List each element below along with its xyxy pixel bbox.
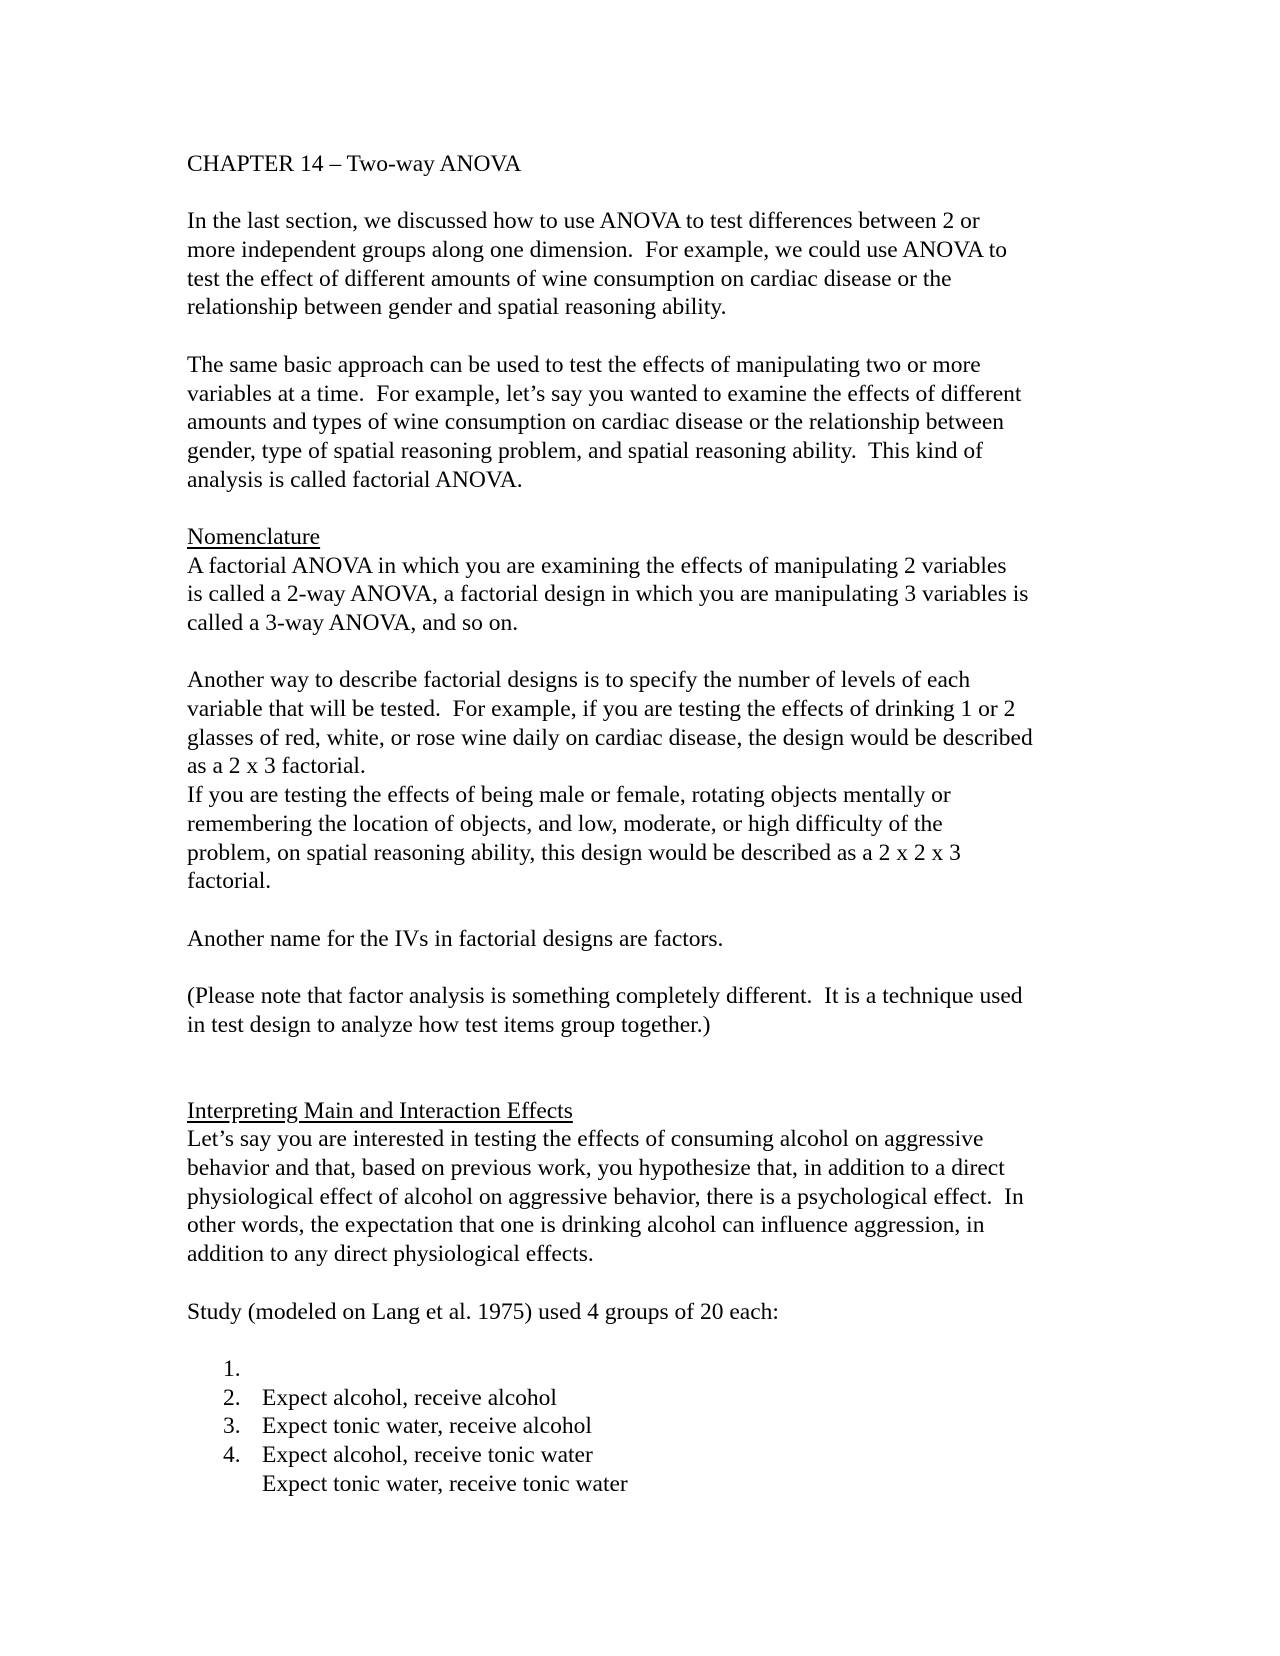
chapter-title: CHAPTER 14 – Two-way ANOVA	[187, 151, 522, 177]
spacer	[187, 896, 1107, 925]
study-intro: Study (modeled on Lang et al. 1975) used 4 groups of 20 each:	[187, 1298, 779, 1325]
paragraph-note	[187, 982, 1107, 1039]
text-line: in test design to analyze how test items group together.)	[187, 1011, 711, 1038]
spacer	[187, 638, 1107, 667]
list-number: 3.	[223, 1413, 241, 1440]
text-line: A factorial ANOVA in which you are examining the effects of manipulating 2 variables	[187, 552, 1007, 579]
list-number: 2.	[223, 1384, 241, 1411]
text-line: remembering the location of objects, and low, moderate, or high difficulty of the	[187, 810, 943, 837]
spacer	[187, 953, 1107, 982]
paragraph-factorial	[187, 351, 1107, 494]
paragraph-alcohol	[187, 1125, 1107, 1268]
spacer	[187, 179, 1107, 208]
text-line: variables at a time. For example, let’s say you wanted to examine the effects of different	[187, 380, 1022, 407]
text-line: problem, on spatial reasoning ability, this design would be described as a 2 x 2 x 3	[187, 839, 961, 866]
section-heading-nomenclature: Nomenclature	[187, 523, 321, 550]
text-line: If you are testing the effects of being male or female, rotating objects mentally or	[187, 782, 951, 809]
spacer	[187, 1068, 1107, 1097]
text-line: relationship between gender and spatial reasoning ability.	[187, 294, 727, 321]
text-line: factorial.	[187, 868, 272, 895]
list-text: Expect alcohol, receive tonic water	[262, 1441, 593, 1468]
spacer	[187, 1269, 1107, 1298]
text-line: behavior and that, based on previous work, you hypothesize that, in addition to a direct	[187, 1155, 1005, 1182]
list-item	[187, 1326, 1107, 1411]
list-text: Expect tonic water, receive alcohol	[262, 1413, 592, 1440]
text-line: glasses of red, white, or rose wine daily on cardiac disease, the design would be described	[187, 724, 1033, 751]
text-line: The same basic approach can be used to test the effects of manipulating two or more	[187, 351, 981, 378]
section-heading-interpreting: Interpreting Main and Interaction Effects	[187, 1097, 573, 1124]
paragraph-factors	[187, 925, 1107, 954]
text-line: called a 3-way ANOVA, and so on.	[187, 610, 519, 636]
list-text: Expect alcohol, receive alcohol	[262, 1384, 557, 1411]
groups-list	[187, 1326, 1107, 1497]
spacer	[187, 322, 1107, 351]
text-line: Another way to describe factorial designs is to specify the number of levels of each	[187, 667, 971, 694]
text-line: other words, the expectation that one is drinking alcohol can influence aggression, in	[187, 1212, 985, 1239]
paragraph-nomenclature	[187, 552, 1107, 638]
paragraph-intro	[187, 207, 1107, 322]
list-text: Expect tonic water, receive tonic water	[262, 1470, 628, 1497]
document-page	[187, 150, 1107, 1497]
list-number: 1.	[223, 1355, 241, 1382]
text-line: gender, type of spatial reasoning problem, and spatial reasoning ability. This kind of	[187, 437, 983, 464]
spacer	[187, 494, 1107, 523]
text-line: Another name for the IVs in factorial designs are factors.	[187, 925, 724, 952]
spacer	[187, 1039, 1107, 1068]
text-line: analysis is called factorial ANOVA.	[187, 466, 523, 493]
text-line: is called a 2-way ANOVA, a factorial design in which you are manipulating 3 variables is	[187, 581, 1029, 608]
text-line: (Please note that factor analysis is something completely different. It is a technique used	[187, 982, 1023, 1009]
text-line: addition to any direct physiological effects.	[187, 1241, 594, 1268]
paragraph-levels	[187, 666, 1107, 896]
list-number: 4.	[223, 1441, 241, 1468]
text-line: In the last section, we discussed how to use ANOVA to test differences between 2 or	[187, 208, 980, 235]
text-line: more independent groups along one dimension. For example, we could use ANOVA to	[187, 237, 1007, 264]
text-line: variable that will be tested. For example, if you are testing the effects of drinking 1 or 2	[187, 696, 1016, 723]
text-line: test the effect of different amounts of wine consumption on cardiac disease or the	[187, 265, 952, 292]
text-line: physiological effect of alcohol on aggressive behavior, there is a psychological effect. In	[187, 1183, 1024, 1210]
text-line: as a 2 x 3 factorial.	[187, 753, 366, 780]
text-line: amounts and types of wine consumption on cardiac disease or the relationship between	[187, 409, 1005, 436]
text-line: Let’s say you are interested in testing the effects of consuming alcohol on aggressive	[187, 1126, 984, 1153]
